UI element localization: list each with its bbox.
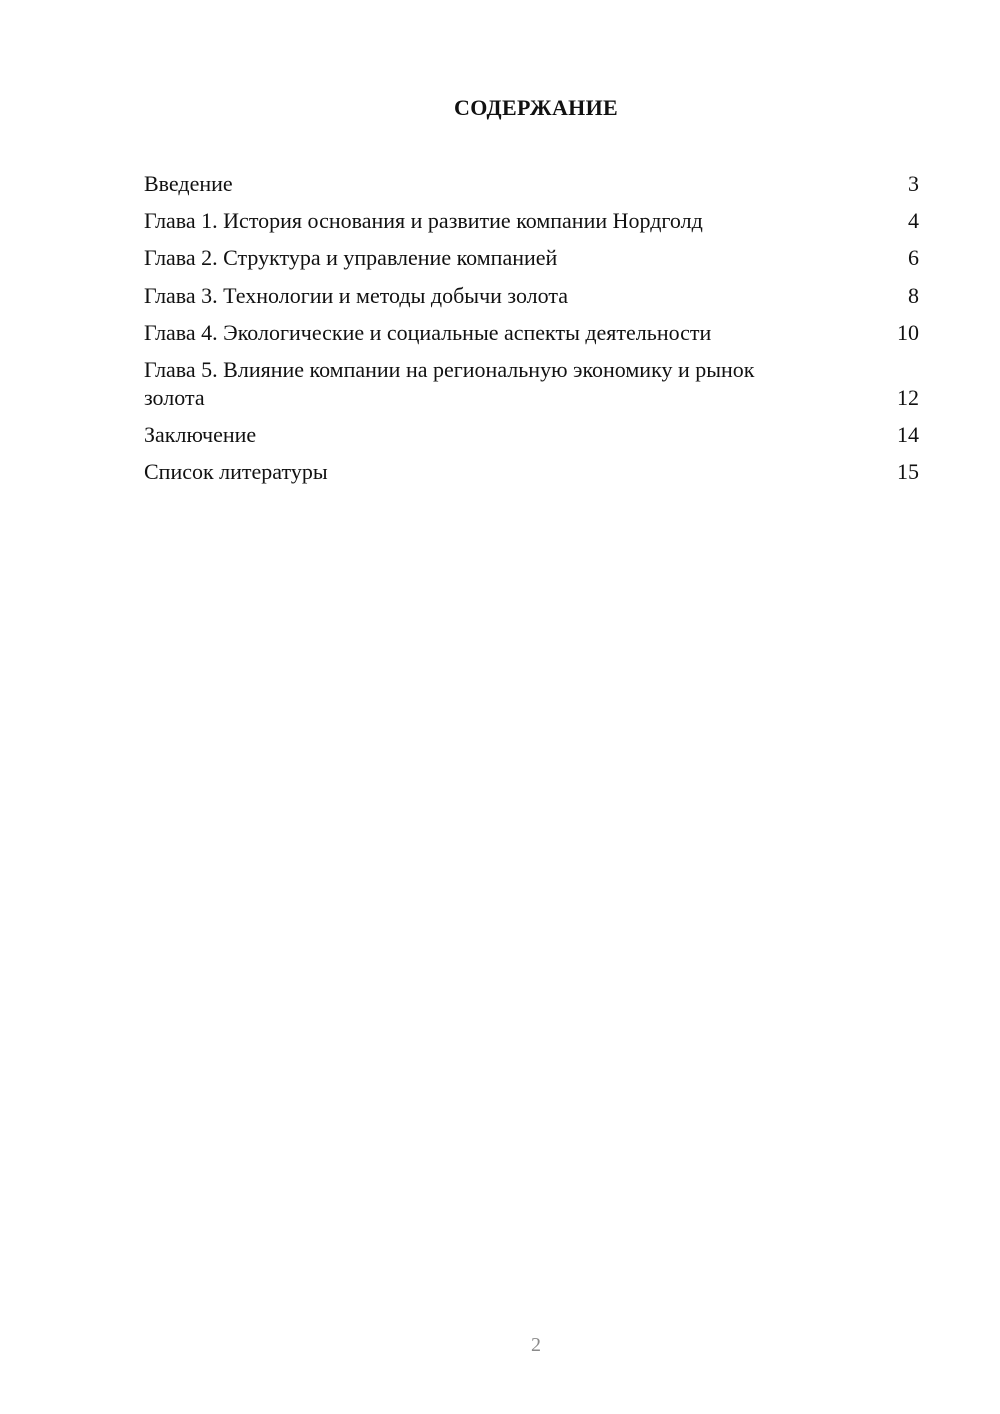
toc-entry-introduction xyxy=(144,170,919,198)
toc-entry-text: Глава 4. Экологические и социальные аспекты деятельности xyxy=(144,319,712,345)
toc-entry-text: Заключение xyxy=(144,422,257,448)
toc-entry-page-number: 14 xyxy=(897,422,919,448)
toc-entry-chapter-5 xyxy=(144,356,919,412)
toc-entry-page-number: 6 xyxy=(908,245,919,271)
page-number: 2 xyxy=(531,1334,541,1356)
toc-entry-page-number: 15 xyxy=(897,459,919,485)
toc-entry-text: Список литературы xyxy=(144,459,328,485)
toc-entry-text: Глава 3. Технологии и методы добычи золота xyxy=(144,282,569,308)
toc-entry-chapter-1 xyxy=(144,207,919,235)
toc-entry-text: Глава 1. История основания и развитие компании Нордголд xyxy=(144,208,703,234)
toc-entry-text: Глава 2. Структура и управление компанией xyxy=(144,245,558,271)
toc-entry-text: Введение xyxy=(144,171,233,196)
toc-entry-page-number: 12 xyxy=(897,384,919,410)
toc-entry-page-number: 10 xyxy=(897,319,919,345)
toc-entry-page-number: 4 xyxy=(908,208,919,234)
toc-entry-chapter-4 xyxy=(144,319,919,347)
toc-entry-text: Глава 5. Влияние компании на региональную экономику и рынок золота xyxy=(144,356,755,410)
toc-entry-chapter-3 xyxy=(144,282,919,310)
toc-entry-bibliography xyxy=(144,458,919,486)
toc-entry-conclusion xyxy=(144,421,919,449)
table-of-contents xyxy=(144,170,919,496)
toc-entry-page-number: 3 xyxy=(908,171,919,196)
toc-entry-page-number: 8 xyxy=(908,282,919,308)
toc-title: СОДЕРЖАНИЕ xyxy=(454,95,618,120)
toc-entry-chapter-2 xyxy=(144,244,919,272)
